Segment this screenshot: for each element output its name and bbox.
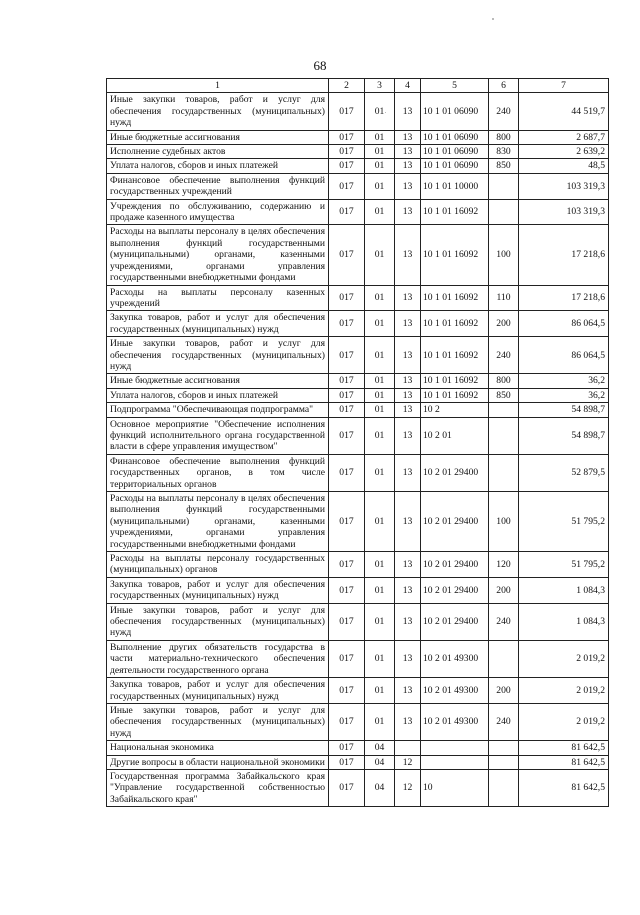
row-col7-cell: 86 064,5 [519,337,609,374]
row-col5-cell: 10 1 01 16092 [421,199,489,225]
row-col5-cell: 10 1 01 06090 [421,145,489,159]
row-col4-cell: 13 [395,130,421,144]
row-col3-cell: 01 [365,678,395,704]
row-col3-cell: 01 [365,388,395,402]
row-col2-cell: 017 [329,159,365,173]
row-col2-cell: 017 [329,640,365,677]
row-col3-cell: 01 [365,403,395,417]
row-col3-cell: 01 [365,93,395,130]
row-col2-cell: 017 [329,93,365,130]
row-col7-cell: 36,2 [519,388,609,402]
row-name-cell: Выполнение других обязательств государства в части материально-технического обеспечения деятельности государственного органа [107,640,329,677]
row-col2-cell: 017 [329,130,365,144]
row-col7-cell: 2 019,2 [519,703,609,740]
row-col7-cell: 103 319,3 [519,173,609,199]
row-col6-cell [489,741,519,755]
row-name-cell: Уплата налогов, сборов и иных платежей [107,159,329,173]
row-col7-cell: 81 642,5 [519,769,609,806]
row-col2-cell: 017 [329,403,365,417]
table-row [107,552,609,578]
row-col7-cell: 51 795,2 [519,552,609,578]
row-col5-cell: 10 1 01 16092 [421,388,489,402]
table-row [107,225,609,285]
row-col5-cell: 10 1 01 06090 [421,130,489,144]
row-col6-cell: 200 [489,311,519,337]
row-col2-cell: 017 [329,678,365,704]
row-col6-cell: 800 [489,374,519,388]
row-col2-cell: 017 [329,755,365,769]
row-col6-cell: 240 [489,337,519,374]
row-name-cell: Государственная программа Забайкальского края "Управление государственной собственностью Забайкальского края" [107,769,329,806]
row-col4-cell: 13 [395,199,421,225]
row-col7-cell: 2 019,2 [519,640,609,677]
row-col5-cell: 10 1 01 06090 [421,93,489,130]
row-col3-cell: 04 [365,741,395,755]
row-col5-cell: 10 1 01 16092 [421,311,489,337]
header-col-7: 7 [519,79,609,93]
row-col6-cell: 240 [489,603,519,640]
row-col7-cell: 2 639,2 [519,145,609,159]
row-col4-cell: 13 [395,337,421,374]
row-col2-cell: 017 [329,199,365,225]
row-col3-cell: 01 [365,374,395,388]
row-col4-cell: 13 [395,145,421,159]
row-col4-cell: 12 [395,769,421,806]
table-row [107,159,609,173]
row-col7-cell: 51 795,2 [519,492,609,552]
row-col5-cell: 10 2 01 49300 [421,703,489,740]
row-name-cell: Расходы на выплаты персоналу в целях обеспечения выполнения функций государственными (муниципальными) органами, казенными учреждениями, органами управления государственными внебюджетными фондами [107,225,329,285]
row-col7-cell: 1 084,3 [519,603,609,640]
row-name-cell: Другие вопросы в области национальной экономики [107,755,329,769]
row-col6-cell: 240 [489,93,519,130]
table-row [107,492,609,552]
row-col4-cell: 13 [395,577,421,603]
row-col6-cell [489,199,519,225]
row-col3-cell: 01 [365,145,395,159]
row-col6-cell [489,640,519,677]
row-col4-cell: 13 [395,640,421,677]
row-col7-cell: 1 084,3 [519,577,609,603]
header-col-2: 2 [329,79,365,93]
row-col3-cell: 01 [365,492,395,552]
row-col2-cell: 017 [329,552,365,578]
row-name-cell: Закупка товаров, работ и услуг для обеспечения государственных (муниципальных) нужд [107,678,329,704]
row-col5-cell: 10 1 01 16092 [421,337,489,374]
table-row [107,769,609,806]
row-col3-cell: 01 [365,640,395,677]
row-col4-cell: 13 [395,454,421,491]
row-col2-cell: 017 [329,374,365,388]
row-col3-cell: 01 [365,225,395,285]
row-col2-cell: 017 [329,603,365,640]
row-col7-cell: 36,2 [519,374,609,388]
row-col4-cell: 13 [395,678,421,704]
row-col2-cell: 017 [329,388,365,402]
row-name-cell: Учреждения по обслуживанию, содержанию и продаже казенного имущества [107,199,329,225]
row-col6-cell: 830 [489,145,519,159]
row-name-cell: Основное мероприятие "Обеспечение исполнения функций исполнительного органа государственной власти в сфере управления имуществом" [107,417,329,454]
row-col5-cell [421,741,489,755]
row-col2-cell: 017 [329,145,365,159]
row-col6-cell [489,769,519,806]
row-col4-cell: 13 [395,703,421,740]
header-col-4: 4 [395,79,421,93]
row-name-cell: Расходы на выплаты персоналу в целях обеспечения выполнения функций государственными (муниципальными) органами, казенными учреждениями, органами управления государственными внебюджетными фондами [107,492,329,552]
row-col6-cell [489,403,519,417]
header-row [107,79,609,93]
row-col3-cell: 01 [365,603,395,640]
row-col7-cell: 81 642,5 [519,755,609,769]
row-col6-cell: 850 [489,388,519,402]
row-name-cell: Расходы на выплаты персоналу казенных учреждений [107,285,329,311]
table-row [107,199,609,225]
budget-table [106,78,609,807]
row-col3-cell: 01 [365,285,395,311]
row-col7-cell: 44 519,7 [519,93,609,130]
table-row [107,388,609,402]
row-col7-cell: 54 898,7 [519,417,609,454]
row-col4-cell: 13 [395,603,421,640]
page-number: 68 [313,58,327,73]
row-col2-cell: 017 [329,703,365,740]
row-col5-cell: 10 1 01 10000 [421,173,489,199]
row-col5-cell: 10 2 [421,403,489,417]
row-col5-cell: 10 1 01 16092 [421,225,489,285]
row-col3-cell: 01 [365,552,395,578]
row-col5-cell: 10 1 01 06090 [421,159,489,173]
row-col3-cell: 01 [365,337,395,374]
row-col4-cell [395,741,421,755]
row-name-cell: Расходы на выплаты персоналу государственных (муниципальных) органов [107,552,329,578]
row-col2-cell: 017 [329,454,365,491]
row-name-cell: Подпрограмма "Обеспечивающая подпрограмма" [107,403,329,417]
table-row [107,403,609,417]
row-col5-cell [421,755,489,769]
row-col6-cell: 240 [489,703,519,740]
row-col3-cell: 01 [365,454,395,491]
row-col3-cell: 01 [365,173,395,199]
row-col4-cell: 13 [395,311,421,337]
row-name-cell: Иные бюджетные ассигнования [107,374,329,388]
row-col7-cell: 17 218,6 [519,285,609,311]
row-col4-cell: 13 [395,225,421,285]
table-row [107,603,609,640]
row-col4-cell: 13 [395,93,421,130]
row-col5-cell: 10 2 01 29400 [421,454,489,491]
table-row [107,640,609,677]
row-col3-cell: 01 [365,199,395,225]
row-col6-cell: 200 [489,678,519,704]
row-col6-cell: 800 [489,130,519,144]
row-col3-cell: 01 [365,159,395,173]
row-col5-cell: 10 1 01 16092 [421,374,489,388]
row-col4-cell: 12 [395,755,421,769]
row-col6-cell: 100 [489,225,519,285]
row-col7-cell: 2 019,2 [519,678,609,704]
row-name-cell: Финансовое обеспечение выполнения функций государственных органов, в том числе территориальных органов [107,454,329,491]
row-name-cell: Финансовое обеспечение выполнения функций государственных учреждений [107,173,329,199]
row-col4-cell: 13 [395,173,421,199]
header-col-5: 5 [421,79,489,93]
row-col5-cell: 10 1 01 16092 [421,285,489,311]
row-col6-cell: 850 [489,159,519,173]
table-row [107,130,609,144]
row-col3-cell: 04 [365,769,395,806]
row-col3-cell: 01 [365,577,395,603]
row-col6-cell: 200 [489,577,519,603]
row-col4-cell: 13 [395,388,421,402]
row-col7-cell: 54 898,7 [519,403,609,417]
row-col2-cell: 017 [329,741,365,755]
header-col-1: 1 [107,79,329,93]
table-row [107,337,609,374]
row-col2-cell: 017 [329,492,365,552]
row-name-cell: Иные бюджетные ассигнования [107,130,329,144]
table-row [107,741,609,755]
table-row [107,93,609,130]
row-col7-cell: 81 642,5 [519,741,609,755]
row-col2-cell: 017 [329,225,365,285]
row-name-cell: Иные закупки товаров, работ и услуг для обеспечения государственных (муниципальных) нужд [107,337,329,374]
row-col3-cell: 04 [365,755,395,769]
table-row [107,577,609,603]
table-row [107,678,609,704]
table-row [107,173,609,199]
row-col7-cell: 2 687,7 [519,130,609,144]
row-col7-cell: 103 319,3 [519,199,609,225]
table-row [107,755,609,769]
row-name-cell: Закупка товаров, работ и услуг для обеспечения государственных (муниципальных) нужд [107,311,329,337]
header-col-3: 3 [365,79,395,93]
row-col4-cell: 13 [395,492,421,552]
row-col2-cell: 017 [329,173,365,199]
row-col3-cell: 01 [365,703,395,740]
row-col4-cell: 13 [395,403,421,417]
row-col5-cell: 10 2 01 29400 [421,492,489,552]
row-col2-cell: 017 [329,769,365,806]
row-name-cell: Исполнение судебных актов [107,145,329,159]
header-col-6: 6 [489,79,519,93]
table-row [107,374,609,388]
table-row [107,417,609,454]
row-col6-cell: 110 [489,285,519,311]
row-col6-cell [489,755,519,769]
row-col6-cell: 120 [489,552,519,578]
table-row [107,703,609,740]
table-row [107,454,609,491]
table-row [107,285,609,311]
row-col5-cell: 10 2 01 [421,417,489,454]
scan-speck [492,18,494,20]
row-col2-cell: 017 [329,311,365,337]
row-col4-cell: 13 [395,374,421,388]
row-col6-cell [489,454,519,491]
row-name-cell: Иные закупки товаров, работ и услуг для обеспечения государственных (муниципальных) нужд [107,93,329,130]
row-col7-cell: 17 218,6 [519,225,609,285]
row-name-cell: Иные закупки товаров, работ и услуг для обеспечения государственных (муниципальных) нужд [107,603,329,640]
row-col5-cell: 10 2 01 49300 [421,640,489,677]
table-body [107,93,609,807]
row-col2-cell: 017 [329,337,365,374]
row-col6-cell [489,173,519,199]
row-col4-cell: 13 [395,159,421,173]
row-col4-cell: 13 [395,417,421,454]
row-col5-cell: 10 2 01 29400 [421,577,489,603]
row-col4-cell: 13 [395,285,421,311]
row-col2-cell: 017 [329,285,365,311]
row-col6-cell: 100 [489,492,519,552]
row-col3-cell: 01 [365,130,395,144]
row-col5-cell: 10 2 01 29400 [421,552,489,578]
row-col6-cell [489,417,519,454]
row-name-cell: Национальная экономика [107,741,329,755]
row-col2-cell: 017 [329,577,365,603]
row-col5-cell: 10 2 01 29400 [421,603,489,640]
table-row [107,145,609,159]
row-col5-cell: 10 2 01 49300 [421,678,489,704]
row-col5-cell: 10 [421,769,489,806]
row-col7-cell: 52 879,5 [519,454,609,491]
table-row [107,311,609,337]
row-name-cell: Уплата налогов, сборов и иных платежей [107,388,329,402]
row-col3-cell: 01 [365,417,395,454]
row-col2-cell: 017 [329,417,365,454]
row-col4-cell: 13 [395,552,421,578]
row-col3-cell: 01 [365,311,395,337]
row-col7-cell: 86 064,5 [519,311,609,337]
row-name-cell: Иные закупки товаров, работ и услуг для обеспечения государственных (муниципальных) нужд [107,703,329,740]
row-name-cell: Закупка товаров, работ и услуг для обеспечения государственных (муниципальных) нужд [107,577,329,603]
row-col7-cell: 48,5 [519,159,609,173]
